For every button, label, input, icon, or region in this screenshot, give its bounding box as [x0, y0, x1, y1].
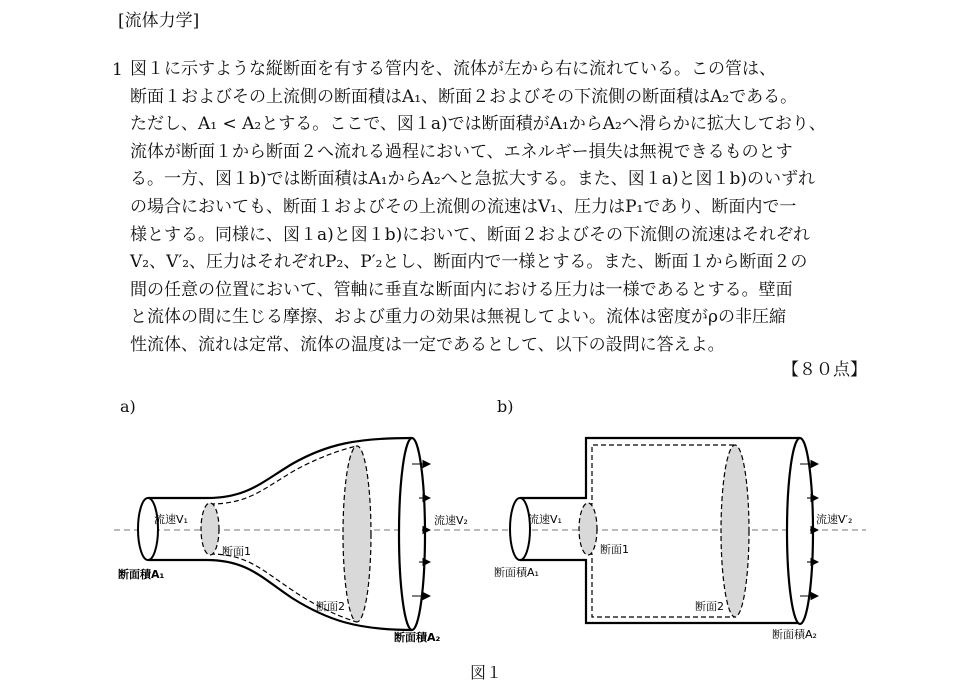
figure-b-sudden-expansion: [490, 420, 870, 652]
inlet-end-ellipse: [138, 498, 158, 560]
section-1-label: 断面1: [600, 543, 629, 556]
pipe-wall-top: [148, 438, 412, 498]
problem-line: 様とする。同様に、図１a)と図１b)において、断面２およびその下流側の流速はそれぞれ: [130, 224, 810, 245]
figure-b-label: b): [497, 397, 514, 416]
problem-line: る。一方、図１b)では断面積はA₁からA₂へと急拡大する。また、図１a)と図１b)のいずれ: [130, 169, 815, 190]
section-2-ellipse: [343, 446, 371, 622]
section-2-label: 断面2: [316, 600, 345, 613]
velocity-in-label: 流速V₁: [154, 513, 188, 526]
area-out-label: 断面積A₂: [772, 628, 817, 641]
section-1-ellipse: [579, 503, 597, 555]
velocity-out-label: 流速V′₂: [816, 513, 853, 526]
pipe-wall-bottom: [520, 560, 800, 623]
pipe-wall-top: [520, 438, 800, 498]
section-1-ellipse: [201, 503, 219, 555]
area-in-label: 断面積A₁: [118, 568, 165, 581]
velocity-out-label: 流速V₂: [434, 514, 468, 527]
section-2-ellipse: [721, 445, 749, 617]
problem-line: V₂、V′₂、圧力はそれぞれP₂、P′₂とし、断面内で一様とする。また、断面１から断面２の: [130, 252, 808, 273]
problem-line: ただし、A₁ < A₂とする。ここで、図１a)では断面積がA₁からA₂へ滑らかに拡大しており、: [130, 114, 826, 135]
control-volume-top: [588, 445, 735, 504]
outlet-end-ellipse: [399, 438, 425, 630]
figure-a-smooth-expansion: [112, 420, 492, 652]
problem-line: 流体が断面１から断面２へ流れる過程において、エネルギー損失は無視できるものとす: [130, 141, 793, 162]
question-number: 1: [112, 60, 123, 80]
area-in-label: 断面積A₁: [494, 566, 539, 579]
figure-caption: 図１: [470, 663, 503, 682]
section-2-label: 断面2: [695, 600, 724, 613]
problem-line: 性流体、流れは定常、流体の温度は一定であるとして、以下の設問に答えよ。: [130, 334, 725, 355]
problem-line: 間の任意の位置において、管軸に垂直な断面内における圧力は一様であるとする。壁面: [130, 279, 793, 300]
section-tag: [流体力学]: [118, 11, 200, 31]
points-badge: 【８０点】: [782, 360, 867, 380]
problem-text: [130, 56, 870, 360]
pipe-wall-bottom: [148, 560, 412, 630]
problem-line: 断面１およびその上流側の断面積はA₁、断面２およびその下流側の断面積はA₂である。: [130, 86, 798, 107]
section-1-label: 断面1: [222, 545, 251, 558]
problem-line: 図１に示すような縦断面を有する管内を、流体が左から右に流れている。この管は、: [130, 59, 776, 79]
figure-a-label: a): [120, 397, 136, 416]
velocity-in-label: 流速V₁: [528, 513, 562, 526]
inlet-end-ellipse: [510, 498, 530, 560]
area-out-label: 断面積A₂: [394, 631, 441, 644]
problem-line: の場合においても、断面１およびその上流側の流速はV₁、圧力はP₁であり、断面内で一: [130, 196, 797, 217]
problem-line: と流体の間に生じる摩擦、および重力の効果は無視してよい。流体は密度がρの非圧縮: [130, 307, 786, 328]
